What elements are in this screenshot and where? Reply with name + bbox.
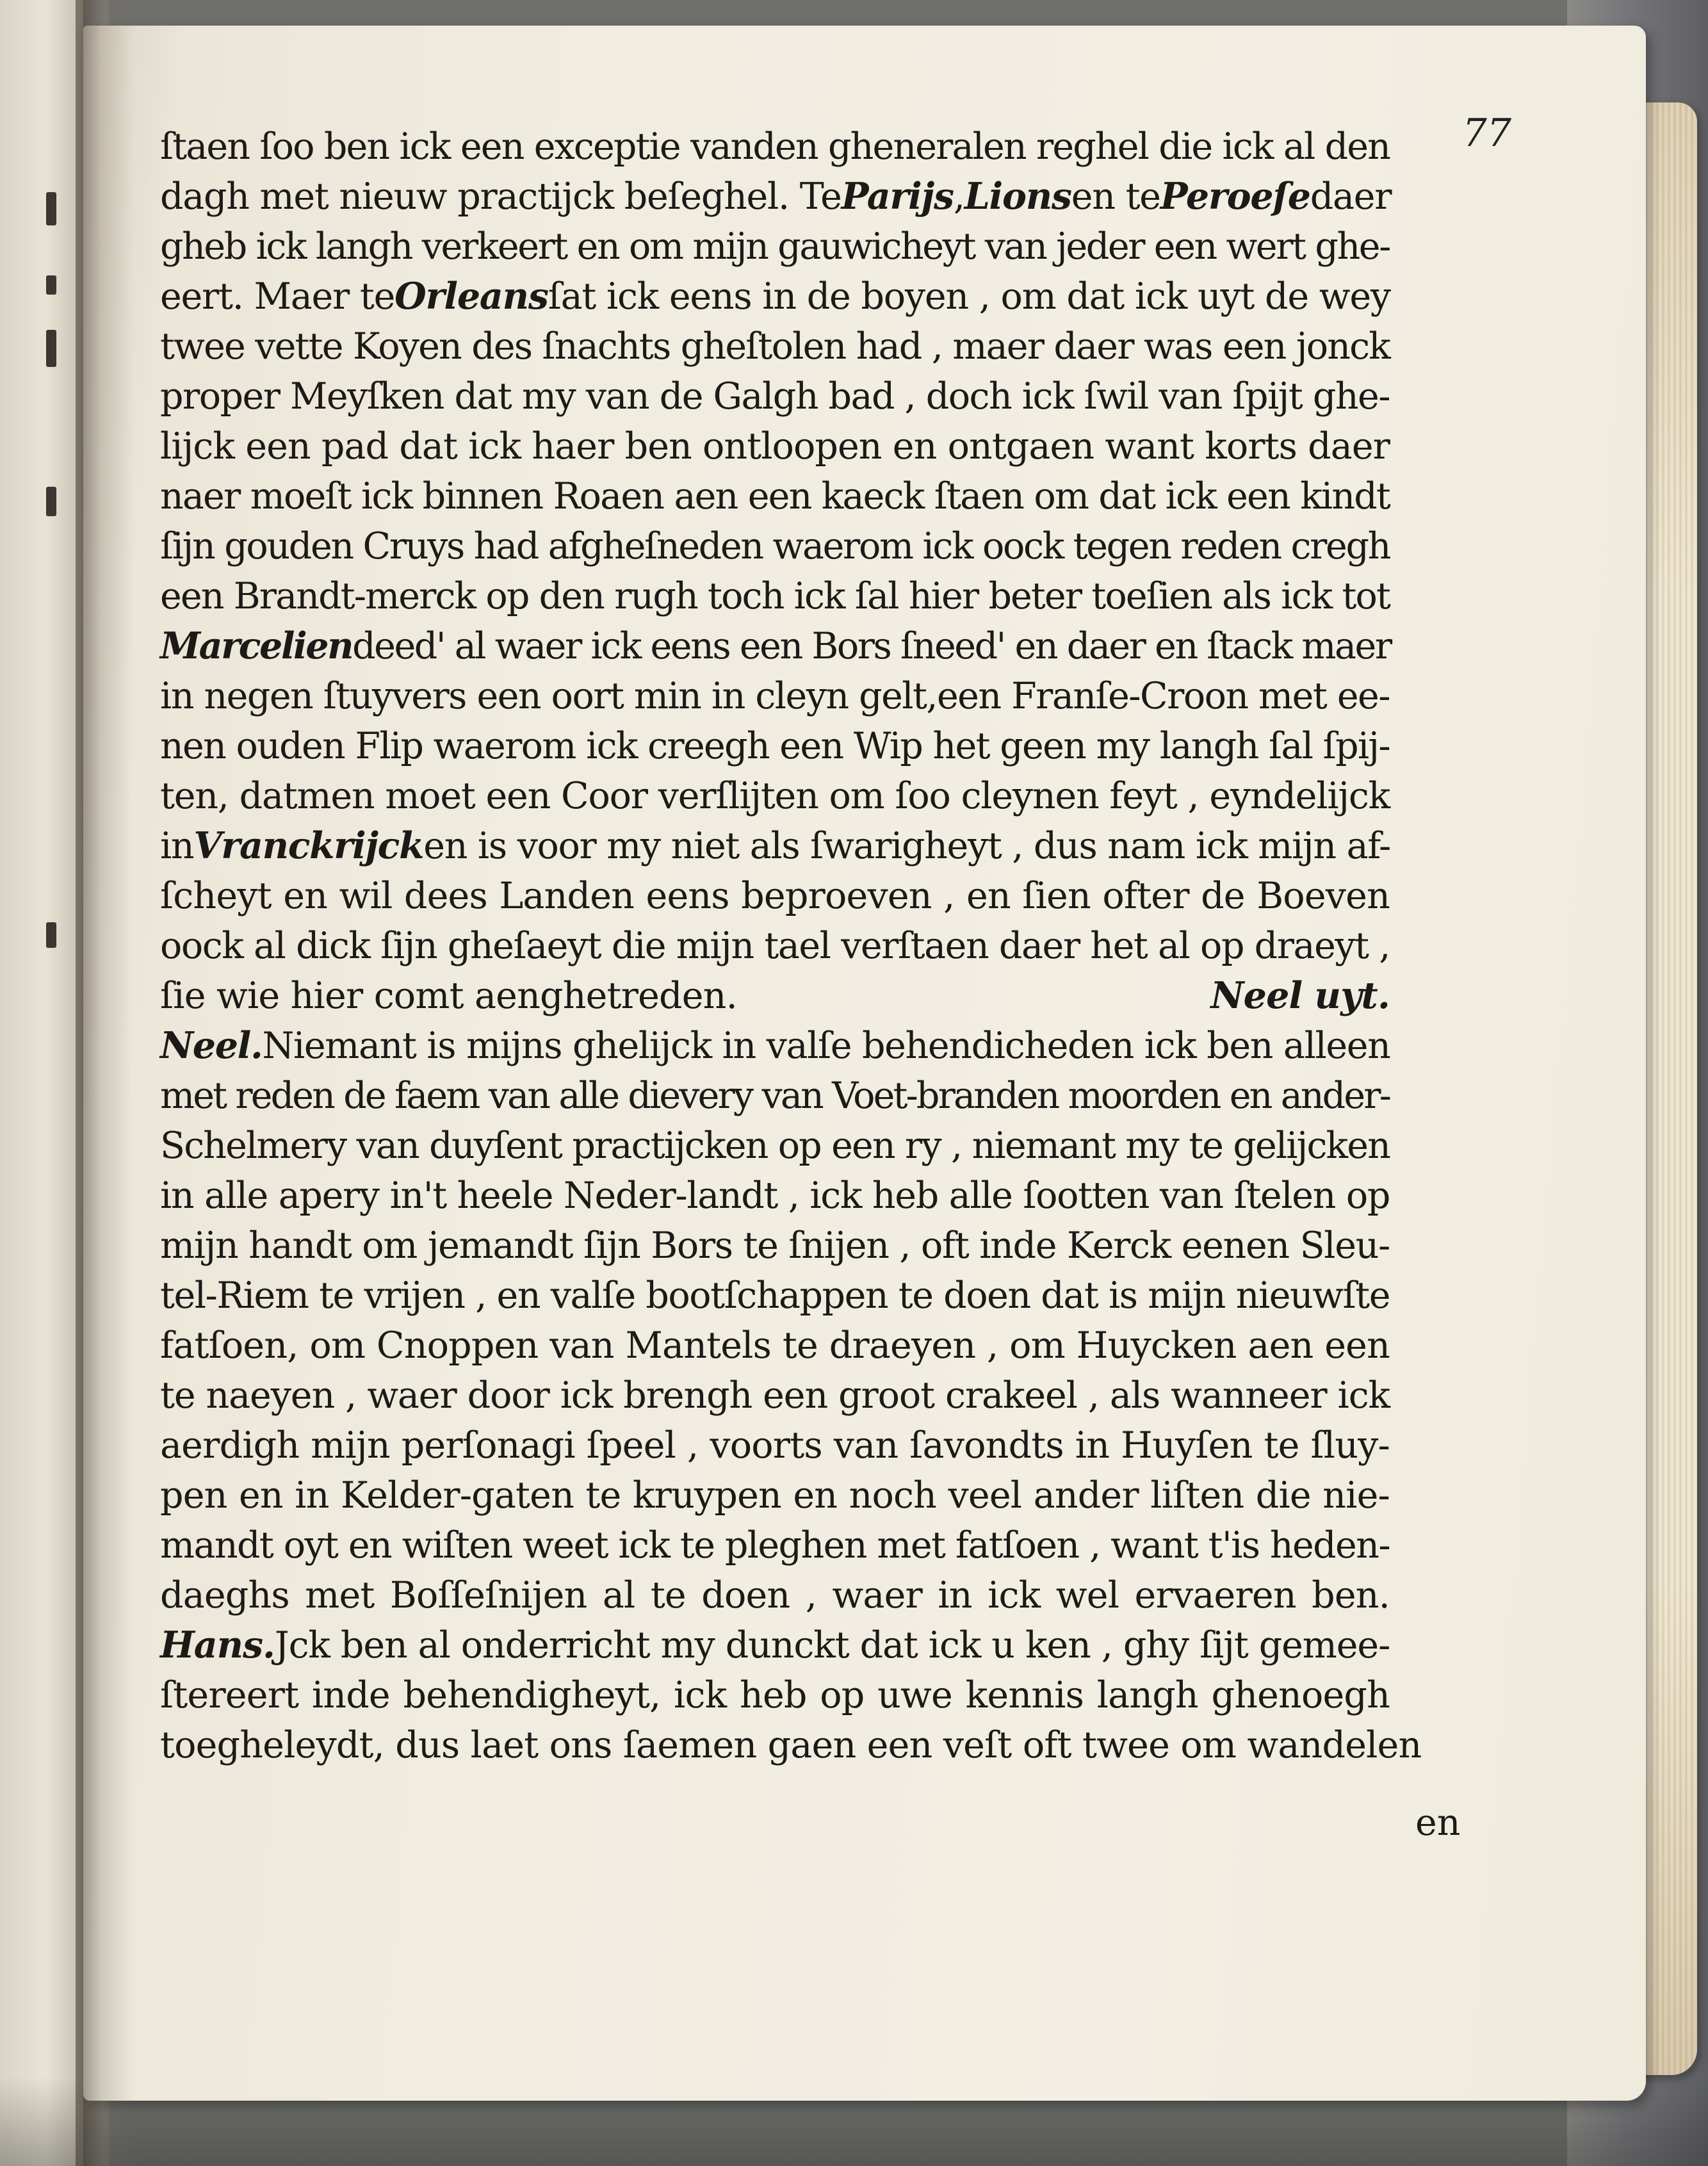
text-segment: gheb ick langh verkeert en om mijn gauwicheyt van jeder een wert ghe-	[160, 225, 1390, 268]
text-segment: dagh met nieuw practijck beſeghel. Te	[160, 175, 842, 218]
text-line	[160, 1221, 1390, 1271]
text-segment: Niemant is mijns ghelijck in valſe behendicheden ick ben alleen	[262, 1025, 1390, 1067]
text-line	[160, 1071, 1390, 1121]
text-segment: een Brandt-merck op den rugh toch ick ſal hier beter toeſien als ick tot	[160, 575, 1390, 617]
text-line	[160, 571, 1390, 621]
text-line	[160, 1720, 1422, 1770]
text-line	[160, 272, 1390, 322]
text-line	[160, 1121, 1390, 1171]
text-segment: ſat ick eens in de boyen , om dat ick uyt de wey	[548, 275, 1390, 318]
text-segment: proper Meyſken dat my van de Galgh bad , doch ick ſwil van ſpijt ghe-	[160, 375, 1390, 418]
text-line	[160, 771, 1390, 821]
text-segment: met reden de faem van alle dievery van Voet-branden moorden en ander-	[160, 1075, 1390, 1117]
text-line	[160, 721, 1390, 771]
text-segment: in	[160, 825, 194, 867]
text-line	[160, 1620, 1390, 1670]
text-line	[160, 322, 1390, 371]
text-line	[160, 971, 1390, 1021]
text-line	[160, 821, 1390, 871]
text-line	[160, 1470, 1390, 1520]
text-segment: naer moeſt ick binnen Roaen aen een kaeck ſtaen om dat ick een kindt	[160, 475, 1390, 517]
text-segment: Schelmery van duyſent practijcken op een ry , niemant my te gelijcken	[160, 1125, 1390, 1167]
text-line	[160, 1570, 1390, 1620]
facing-page-edge	[0, 0, 83, 2166]
text-line	[160, 521, 1390, 571]
page-text-block	[160, 122, 1422, 1770]
text-segment: ſtaen ſoo ben ick een exceptie vanden gheneralen reghel die ick al den	[160, 126, 1390, 168]
text-segment: eert. Maer te	[160, 275, 395, 318]
facing-page-mark	[46, 922, 56, 948]
italic-name: Peroeſe	[1160, 175, 1310, 218]
text-line	[160, 1421, 1390, 1470]
text-line	[160, 871, 1390, 921]
text-line	[160, 1371, 1390, 1421]
facing-page-mark	[46, 330, 56, 367]
text-line	[160, 421, 1390, 471]
page-number: 77	[1462, 111, 1511, 156]
text-line	[160, 1271, 1390, 1321]
facing-page-mark	[46, 487, 56, 516]
text-line	[160, 122, 1390, 172]
text-segment: mijn handt om jemandt ſijn Bors te ſnijen , oft inde Kerck eenen Sleu-	[160, 1225, 1390, 1267]
text-line	[160, 1171, 1390, 1221]
italic-name: Neel.	[160, 1024, 263, 1067]
italic-name: Orleans	[394, 275, 548, 318]
text-segment: aerdigh mijn perſonagi ſpeel , voorts van ſavondts in Huyſen te ſluy-	[160, 1424, 1390, 1467]
italic-name: Parijs	[841, 175, 954, 218]
text-segment: te naeyen , waer door ick brengh een groot crakeel , als wanneer ick	[160, 1374, 1390, 1417]
text-segment: pen en in Kelder-gaten te kruypen en noch veel ander liſten die nie-	[160, 1474, 1390, 1517]
italic-name: Hans.	[160, 1624, 275, 1666]
text-segment: daeghs met Boſſeſnijen al te doen , waer in ick wel ervaeren ben.	[160, 1574, 1390, 1616]
text-line	[160, 371, 1390, 421]
text-segment: twee vette Koyen des ſnachts gheſtolen had , maer daer was een jonck	[160, 325, 1390, 368]
text-segment: ſie wie hier comt aenghetreden.	[160, 975, 737, 1017]
catchword: en	[1415, 1802, 1461, 1844]
italic-name: Marcelien	[160, 624, 353, 667]
text-line	[160, 172, 1390, 222]
italic-name: Neel uyt.	[1210, 974, 1390, 1017]
text-segment: ten, datmen moet een Coor verſlijten om ſoo cleynen feyt , eyndelijck	[160, 775, 1390, 817]
text-segment: daer	[1310, 175, 1392, 218]
facing-page-mark	[46, 192, 56, 225]
text-segment: tel-Riem te vrijen , en valſe bootſchappen te doen dat is mijn nieuwſte	[160, 1274, 1390, 1317]
italic-name: Vranckrijck	[193, 824, 424, 867]
text-segment: ſcheyt en wil dees Landen eens beproeven , en ſien ofter de Boeven	[160, 875, 1390, 917]
text-line	[160, 471, 1390, 521]
text-segment: toegheleydt, dus laet ons ſaemen gaen een veſt oft twee om wandelen	[160, 1724, 1422, 1766]
text-segment: deed' al waer ick eens een Bors ſneed' en daer en ſtack maer	[352, 625, 1391, 667]
text-line	[160, 1321, 1390, 1371]
text-segment: lijck een pad dat ick haer ben ontloopen en ontgaen want korts daer	[160, 425, 1390, 468]
text-line	[160, 671, 1390, 721]
text-segment: en te	[1071, 175, 1160, 218]
italic-name: Lions	[964, 175, 1071, 218]
text-segment: en is voor my niet als ſwarigheyt , dus nam ick mijn af-	[423, 825, 1391, 867]
text-segment: fatſoen, om Cnoppen van Mantels te draeyen , om Huycken aen een	[160, 1324, 1390, 1367]
text-line	[160, 222, 1390, 272]
book-page	[83, 26, 1646, 2101]
facing-page-mark	[46, 275, 56, 295]
text-segment: ſtereert inde behendigheyt, ick heb op uwe kennis langh ghenoegh	[160, 1674, 1390, 1716]
text-segment: oock al dick ſijn gheſaeyt die mijn tael verſtaen daer het al op draeyt ,	[160, 925, 1390, 967]
text-line	[160, 1021, 1390, 1071]
text-segment: ,	[953, 175, 964, 218]
text-line	[160, 1670, 1390, 1720]
text-segment: ſijn gouden Cruys had afgheſneden waerom ick oock tegen reden cregh	[160, 525, 1390, 567]
text-segment: in negen ſtuyvers een oort min in cleyn gelt,een Franſe-Croon met ee-	[160, 675, 1390, 717]
gutter-shadow	[76, 0, 133, 2166]
text-segment: in alle apery in't heele Neder-landt , ick heb alle ſootten van ſtelen op	[160, 1175, 1390, 1217]
text-line	[160, 621, 1390, 671]
text-segment: mandt oyt en wiſten weet ick te pleghen met fatſoen , want t'is heden-	[160, 1524, 1390, 1567]
text-segment: Jck ben al onderricht my dunckt dat ick u ken , ghy ſijt gemee-	[274, 1624, 1390, 1666]
text-line	[160, 921, 1390, 971]
text-segment: nen ouden Flip waerom ick creegh een Wip het geen my langh ſal ſpij-	[160, 725, 1390, 767]
text-line	[160, 1520, 1390, 1570]
